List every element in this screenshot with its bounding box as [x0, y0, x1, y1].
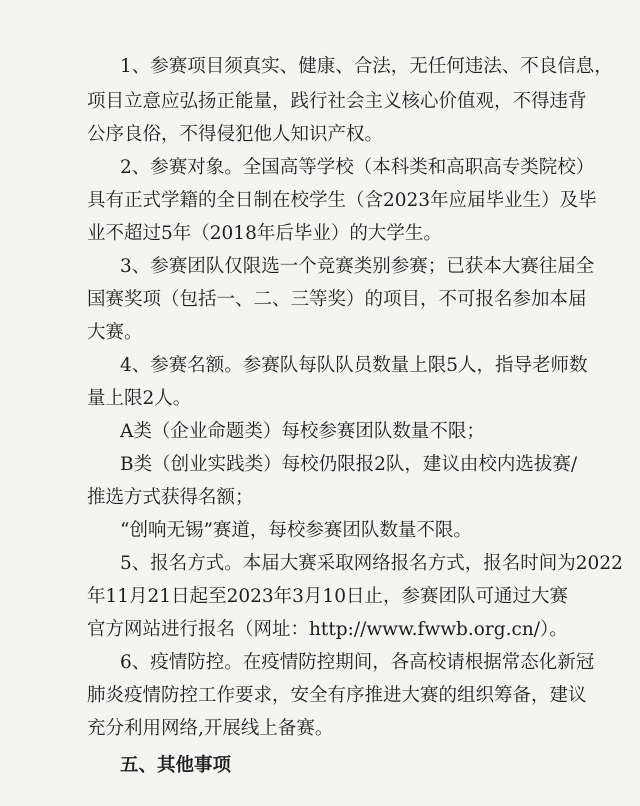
paragraph-6-line-2: 肺炎疫情防控工作要求，安全有序推进大赛的组织筹备，建议: [87, 685, 587, 706]
paragraph-1-line-3: 公序良俗，不得侵犯他人知识产权。: [87, 124, 384, 145]
paragraph-category-b-line-1: B类（创业实践类）每校仍限报2队，建议由校内选拔赛/: [120, 454, 578, 475]
section-heading-other-matters: 五、其他事项: [120, 755, 232, 776]
paragraph-4-line-1: 4、参赛名额。参赛队每队队员数量上限5人，指导老师数: [120, 355, 588, 376]
paragraph-1-line-2: 项目立意应弘扬正能量，践行社会主义核心价值观，不得违背: [87, 91, 587, 112]
paragraph-1-line-1: 1、参赛项目须真实、健康、合法，无任何违法、不良信息，: [120, 56, 613, 77]
paragraph-4-line-2: 量上限2人。: [87, 388, 192, 409]
paragraph-category-b-line-2: 推选方式获得名额；: [87, 487, 254, 508]
paragraph-5-line-1: 5、报名方式。本届大赛采取网络报名方式，报名时间为2022: [120, 553, 623, 574]
paragraph-2-line-1: 2、参赛对象。全国高等学校（本科类和高职高专类院校）: [120, 157, 595, 178]
paragraph-2-line-3: 业不超过5年（2018年后毕业）的大学生。: [87, 223, 442, 244]
paragraph-category-a: A类（企业命题类）每校参赛团队数量不限；: [120, 421, 485, 442]
paragraph-3-line-2: 国赛奖项（包括一、二、三等奖）的项目，不可报名参加本届: [87, 289, 587, 310]
paragraph-2-line-2: 具有正式学籍的全日制在校学生（含2023年应届毕业生）及毕: [87, 190, 597, 211]
paragraph-chuangxiang-wuxi: “创响无锡”赛道，每校参赛团队数量不限。: [120, 520, 472, 541]
paragraph-3-line-1: 3、参赛团队仅限选一个竞赛类别参赛；已获本大赛往届全: [120, 256, 595, 277]
paragraph-3-line-3: 大赛。: [87, 322, 143, 343]
paragraph-5-line-2: 年11月21日起至2023年3月10日止，参赛团队可通过大赛: [87, 586, 568, 607]
paragraph-6-line-1: 6、疫情防控。在疫情防控期间，各高校请根据常态化新冠: [120, 652, 595, 673]
paragraph-5-line-3: 官方网站进行报名（网址：http://www.fwwb.org.cn/）。: [87, 619, 568, 640]
paragraph-6-line-3: 充分利用网络,开展线上备赛。: [87, 718, 334, 739]
